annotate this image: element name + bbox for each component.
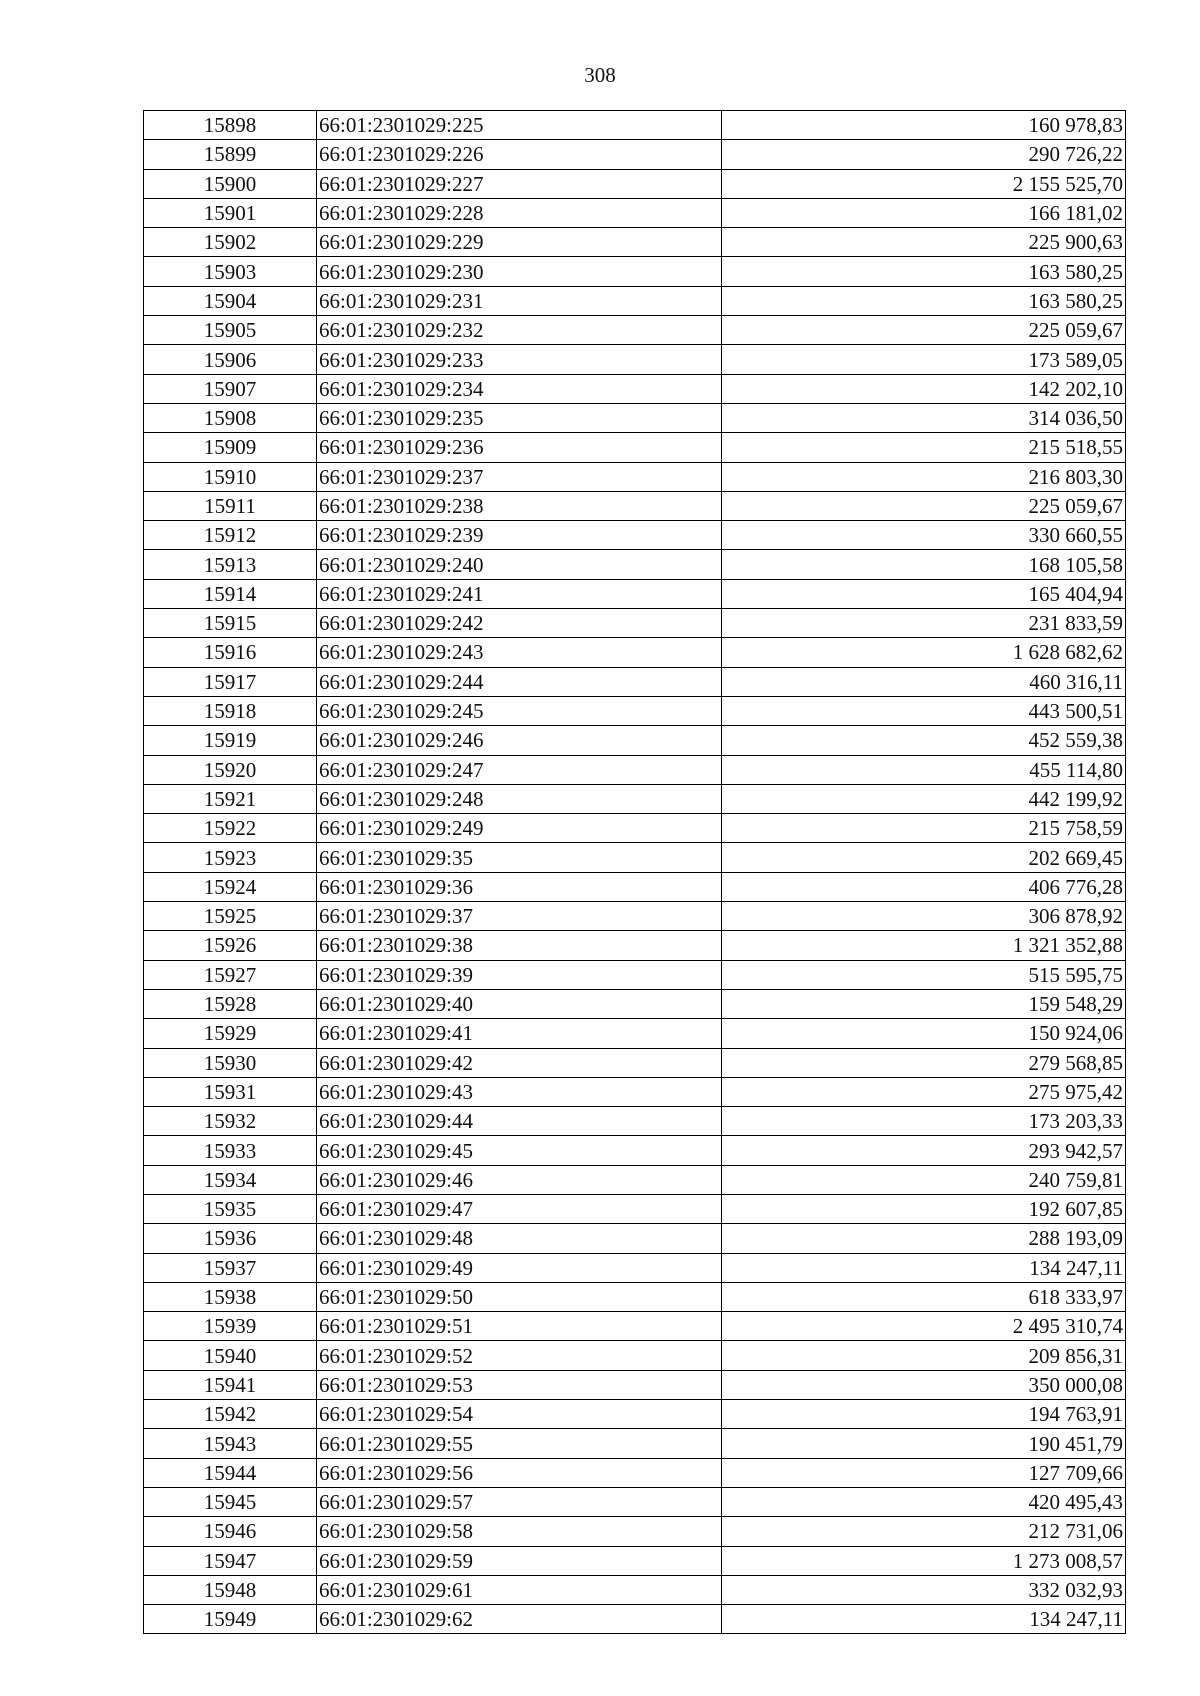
row-number-cell: 15908 [144, 403, 317, 432]
row-number-cell: 15939 [144, 1312, 317, 1341]
table-row [144, 579, 1126, 608]
table-row [144, 1165, 1126, 1194]
row-number-cell: 15931 [144, 1077, 317, 1106]
cadastral-number-cell: 66:01:2301029:246 [317, 726, 722, 755]
row-number-cell: 15938 [144, 1282, 317, 1311]
table-row [144, 1605, 1126, 1634]
cadastral-value-cell: 192 607,85 [722, 1194, 1126, 1223]
table-row [144, 667, 1126, 696]
cadastral-value-cell: 330 660,55 [722, 521, 1126, 550]
table-row [144, 169, 1126, 198]
row-number-cell: 15918 [144, 696, 317, 725]
table-row [144, 257, 1126, 286]
table-row [144, 814, 1126, 843]
row-number-cell: 15928 [144, 989, 317, 1018]
cadastral-value-cell: 406 776,28 [722, 872, 1126, 901]
row-number-cell: 15937 [144, 1253, 317, 1282]
table-row [144, 521, 1126, 550]
table-row [144, 316, 1126, 345]
row-number-cell: 15907 [144, 374, 317, 403]
table-row [144, 1312, 1126, 1341]
cadastral-number-cell: 66:01:2301029:230 [317, 257, 722, 286]
row-number-cell: 15943 [144, 1429, 317, 1458]
table-row [144, 1107, 1126, 1136]
cadastral-value-cell: 209 856,31 [722, 1341, 1126, 1370]
cadastral-value-cell: 455 114,80 [722, 755, 1126, 784]
table-row [144, 872, 1126, 901]
table-row [144, 726, 1126, 755]
table-row [144, 491, 1126, 520]
cadastral-number-cell: 66:01:2301029:239 [317, 521, 722, 550]
cadastral-number-cell: 66:01:2301029:236 [317, 433, 722, 462]
cadastral-value-cell: 134 247,11 [722, 1253, 1126, 1282]
row-number-cell: 15922 [144, 814, 317, 843]
table-row [144, 1429, 1126, 1458]
table-row [144, 550, 1126, 579]
cadastral-number-cell: 66:01:2301029:247 [317, 755, 722, 784]
cadastral-number-cell: 66:01:2301029:55 [317, 1429, 722, 1458]
table-row [144, 374, 1126, 403]
cadastral-number-cell: 66:01:2301029:233 [317, 345, 722, 374]
cadastral-number-cell: 66:01:2301029:53 [317, 1370, 722, 1399]
table-row [144, 1370, 1126, 1399]
row-number-cell: 15941 [144, 1370, 317, 1399]
row-number-cell: 15948 [144, 1575, 317, 1604]
table-row [144, 433, 1126, 462]
cadastral-number-cell: 66:01:2301029:235 [317, 403, 722, 432]
row-number-cell: 15945 [144, 1487, 317, 1516]
cadastral-number-cell: 66:01:2301029:238 [317, 491, 722, 520]
cadastral-value-cell: 314 036,50 [722, 403, 1126, 432]
row-number-cell: 15903 [144, 257, 317, 286]
row-number-cell: 15906 [144, 345, 317, 374]
table-body [144, 111, 1126, 1634]
cadastral-value-cell: 194 763,91 [722, 1400, 1126, 1429]
cadastral-number-cell: 66:01:2301029:50 [317, 1282, 722, 1311]
row-number-cell: 15914 [144, 579, 317, 608]
row-number-cell: 15909 [144, 433, 317, 462]
cadastral-value-cell: 279 568,85 [722, 1048, 1126, 1077]
cadastral-value-cell: 225 900,63 [722, 228, 1126, 257]
table-row [144, 1546, 1126, 1575]
cadastral-value-cell: 290 726,22 [722, 140, 1126, 169]
cadastral-value-cell: 350 000,08 [722, 1370, 1126, 1399]
cadastral-number-cell: 66:01:2301029:40 [317, 989, 722, 1018]
cadastral-value-cell: 190 451,79 [722, 1429, 1126, 1458]
row-number-cell: 15946 [144, 1517, 317, 1546]
row-number-cell: 15913 [144, 550, 317, 579]
cadastral-value-cell: 515 595,75 [722, 960, 1126, 989]
cadastral-number-cell: 66:01:2301029:241 [317, 579, 722, 608]
row-number-cell: 15910 [144, 462, 317, 491]
table-row [144, 1194, 1126, 1223]
cadastral-number-cell: 66:01:2301029:242 [317, 609, 722, 638]
cadastral-value-cell: 618 333,97 [722, 1282, 1126, 1311]
cadastral-value-cell: 2 495 310,74 [722, 1312, 1126, 1341]
row-number-cell: 15927 [144, 960, 317, 989]
table-row [144, 1253, 1126, 1282]
cadastral-value-cell: 134 247,11 [722, 1605, 1126, 1634]
cadastral-value-cell: 216 803,30 [722, 462, 1126, 491]
cadastral-number-cell: 66:01:2301029:58 [317, 1517, 722, 1546]
cadastral-number-cell: 66:01:2301029:44 [317, 1107, 722, 1136]
table-row [144, 1019, 1126, 1048]
cadastral-value-cell: 442 199,92 [722, 784, 1126, 813]
row-number-cell: 15929 [144, 1019, 317, 1048]
cadastral-number-cell: 66:01:2301029:228 [317, 198, 722, 227]
cadastral-number-cell: 66:01:2301029:42 [317, 1048, 722, 1077]
row-number-cell: 15935 [144, 1194, 317, 1223]
table-row [144, 931, 1126, 960]
cadastral-value-cell: 231 833,59 [722, 609, 1126, 638]
row-number-cell: 15923 [144, 843, 317, 872]
table-row [144, 1136, 1126, 1165]
table-row [144, 843, 1126, 872]
cadastral-value-cell: 150 924,06 [722, 1019, 1126, 1048]
row-number-cell: 15925 [144, 902, 317, 931]
cadastral-value-cell: 173 203,33 [722, 1107, 1126, 1136]
cadastral-number-cell: 66:01:2301029:248 [317, 784, 722, 813]
table-row [144, 696, 1126, 725]
row-number-cell: 15905 [144, 316, 317, 345]
cadastral-number-cell: 66:01:2301029:244 [317, 667, 722, 696]
cadastral-number-cell: 66:01:2301029:245 [317, 696, 722, 725]
row-number-cell: 15920 [144, 755, 317, 784]
cadastral-number-cell: 66:01:2301029:240 [317, 550, 722, 579]
row-number-cell: 15911 [144, 491, 317, 520]
cadastral-value-cell: 160 978,83 [722, 111, 1126, 140]
table-row [144, 784, 1126, 813]
cadastral-value-cell: 443 500,51 [722, 696, 1126, 725]
cadastral-number-cell: 66:01:2301029:226 [317, 140, 722, 169]
table-row [144, 989, 1126, 1018]
cadastral-number-cell: 66:01:2301029:45 [317, 1136, 722, 1165]
cadastral-number-cell: 66:01:2301029:61 [317, 1575, 722, 1604]
table-row [144, 609, 1126, 638]
table-row [144, 228, 1126, 257]
table-row [144, 960, 1126, 989]
cadastral-number-cell: 66:01:2301029:46 [317, 1165, 722, 1194]
table-row [144, 1458, 1126, 1487]
row-number-cell: 15898 [144, 111, 317, 140]
cadastral-number-cell: 66:01:2301029:62 [317, 1605, 722, 1634]
table-row [144, 403, 1126, 432]
row-number-cell: 15944 [144, 1458, 317, 1487]
cadastral-number-cell: 66:01:2301029:49 [317, 1253, 722, 1282]
cadastral-number-cell: 66:01:2301029:47 [317, 1194, 722, 1223]
cadastral-number-cell: 66:01:2301029:41 [317, 1019, 722, 1048]
row-number-cell: 15904 [144, 286, 317, 315]
cadastral-number-cell: 66:01:2301029:52 [317, 1341, 722, 1370]
table-row [144, 111, 1126, 140]
row-number-cell: 15934 [144, 1165, 317, 1194]
cadastral-value-cell: 1 628 682,62 [722, 638, 1126, 667]
row-number-cell: 15949 [144, 1605, 317, 1634]
table-row [144, 1077, 1126, 1106]
cadastral-number-cell: 66:01:2301029:57 [317, 1487, 722, 1516]
table-row [144, 902, 1126, 931]
cadastral-value-cell: 166 181,02 [722, 198, 1126, 227]
row-number-cell: 15936 [144, 1224, 317, 1253]
row-number-cell: 15942 [144, 1400, 317, 1429]
cadastral-value-cell: 225 059,67 [722, 316, 1126, 345]
table-row [144, 286, 1126, 315]
table-row [144, 1224, 1126, 1253]
row-number-cell: 15921 [144, 784, 317, 813]
table-row [144, 1575, 1126, 1604]
cadastral-number-cell: 66:01:2301029:229 [317, 228, 722, 257]
cadastral-number-cell: 66:01:2301029:51 [317, 1312, 722, 1341]
cadastral-number-cell: 66:01:2301029:37 [317, 902, 722, 931]
table-row [144, 345, 1126, 374]
row-number-cell: 15926 [144, 931, 317, 960]
cadastral-value-cell: 215 758,59 [722, 814, 1126, 843]
table-row [144, 1487, 1126, 1516]
row-number-cell: 15940 [144, 1341, 317, 1370]
cadastral-value-cell: 1 321 352,88 [722, 931, 1126, 960]
table-row [144, 1282, 1126, 1311]
row-number-cell: 15932 [144, 1107, 317, 1136]
cadastral-value-cell: 332 032,93 [722, 1575, 1126, 1604]
row-number-cell: 15916 [144, 638, 317, 667]
cadastral-number-cell: 66:01:2301029:54 [317, 1400, 722, 1429]
cadastral-number-cell: 66:01:2301029:227 [317, 169, 722, 198]
row-number-cell: 15947 [144, 1546, 317, 1575]
table-row [144, 1400, 1126, 1429]
cadastral-number-cell: 66:01:2301029:231 [317, 286, 722, 315]
cadastral-value-cell: 163 580,25 [722, 286, 1126, 315]
cadastral-number-cell: 66:01:2301029:234 [317, 374, 722, 403]
row-number-cell: 15912 [144, 521, 317, 550]
cadastral-value-cell: 306 878,92 [722, 902, 1126, 931]
cadastral-number-cell: 66:01:2301029:225 [317, 111, 722, 140]
cadastral-number-cell: 66:01:2301029:38 [317, 931, 722, 960]
cadastral-number-cell: 66:01:2301029:35 [317, 843, 722, 872]
table-row [144, 1341, 1126, 1370]
cadastral-value-cell: 215 518,55 [722, 433, 1126, 462]
table-row [144, 1517, 1126, 1546]
cadastral-value-cell: 293 942,57 [722, 1136, 1126, 1165]
row-number-cell: 15902 [144, 228, 317, 257]
cadastral-value-cell: 173 589,05 [722, 345, 1126, 374]
cadastral-number-cell: 66:01:2301029:237 [317, 462, 722, 491]
cadastral-number-cell: 66:01:2301029:249 [317, 814, 722, 843]
cadastral-value-cell: 420 495,43 [722, 1487, 1126, 1516]
cadastral-number-cell: 66:01:2301029:232 [317, 316, 722, 345]
cadastral-value-cell: 142 202,10 [722, 374, 1126, 403]
table-row [144, 140, 1126, 169]
table-row [144, 198, 1126, 227]
cadastral-value-cell: 2 155 525,70 [722, 169, 1126, 198]
row-number-cell: 15930 [144, 1048, 317, 1077]
cadastral-value-cell: 165 404,94 [722, 579, 1126, 608]
row-number-cell: 15919 [144, 726, 317, 755]
cadastral-number-cell: 66:01:2301029:243 [317, 638, 722, 667]
page-number: 308 [584, 63, 616, 87]
cadastral-value-cell: 460 316,11 [722, 667, 1126, 696]
cadastral-value-cell: 275 975,42 [722, 1077, 1126, 1106]
cadastral-number-cell: 66:01:2301029:56 [317, 1458, 722, 1487]
cadastral-value-cell: 127 709,66 [722, 1458, 1126, 1487]
cadastral-value-cell: 288 193,09 [722, 1224, 1126, 1253]
row-number-cell: 15915 [144, 609, 317, 638]
table-row [144, 462, 1126, 491]
row-number-cell: 15917 [144, 667, 317, 696]
row-number-cell: 15900 [144, 169, 317, 198]
row-number-cell: 15924 [144, 872, 317, 901]
row-number-cell: 15899 [144, 140, 317, 169]
cadastral-value-cell: 452 559,38 [722, 726, 1126, 755]
cadastral-value-cell: 163 580,25 [722, 257, 1126, 286]
cadastral-value-table [143, 110, 1126, 1634]
cadastral-number-cell: 66:01:2301029:59 [317, 1546, 722, 1575]
table-row [144, 755, 1126, 784]
cadastral-value-cell: 212 731,06 [722, 1517, 1126, 1546]
cadastral-value-cell: 240 759,81 [722, 1165, 1126, 1194]
cadastral-value-cell: 202 669,45 [722, 843, 1126, 872]
row-number-cell: 15901 [144, 198, 317, 227]
table-row [144, 638, 1126, 667]
cadastral-number-cell: 66:01:2301029:36 [317, 872, 722, 901]
cadastral-number-cell: 66:01:2301029:43 [317, 1077, 722, 1106]
cadastral-value-cell: 1 273 008,57 [722, 1546, 1126, 1575]
cadastral-number-cell: 66:01:2301029:48 [317, 1224, 722, 1253]
cadastral-number-cell: 66:01:2301029:39 [317, 960, 722, 989]
table-row [144, 1048, 1126, 1077]
cadastral-value-cell: 159 548,29 [722, 989, 1126, 1018]
cadastral-value-cell: 225 059,67 [722, 491, 1126, 520]
cadastral-value-cell: 168 105,58 [722, 550, 1126, 579]
row-number-cell: 15933 [144, 1136, 317, 1165]
